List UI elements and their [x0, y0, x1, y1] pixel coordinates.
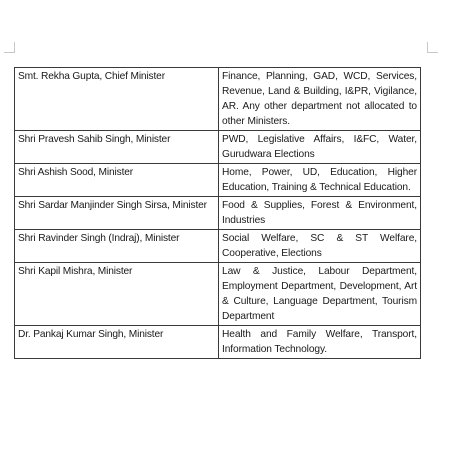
portfolio-cell: Finance, Planning, GAD, WCD, Services, Revenue, Land & Building, I&PR, Vigilance, AR. Any other department not allocated to other Ministers.	[219, 68, 421, 131]
portfolio-cell: Health and Family Welfare, Transport, Information Technology.	[219, 326, 421, 359]
portfolio-cell: Food & Supplies, Forest & Environment, Industries	[219, 197, 421, 230]
minister-name-cell: Shri Ravinder Singh (Indraj), Minister	[15, 230, 219, 263]
portfolio-cell: Law & Justice, Labour Department, Employment Department, Development, Art & Culture, Language Department, Tourism Department	[219, 263, 421, 326]
margin-corner-mark-left	[4, 42, 15, 53]
table-row	[15, 263, 421, 326]
ministers-portfolio-table	[14, 67, 421, 359]
minister-name-cell: Dr. Pankaj Kumar Singh, Minister	[15, 326, 219, 359]
minister-name-cell: Shri Sardar Manjinder Singh Sirsa, Minister	[15, 197, 219, 230]
portfolio-cell: Home, Power, UD, Education, Higher Education, Training & Technical Education.	[219, 164, 421, 197]
table-row	[15, 197, 421, 230]
portfolio-cell: Social Welfare, SC & ST Welfare, Cooperative, Elections	[219, 230, 421, 263]
minister-name-cell: Shri Kapil Mishra, Minister	[15, 263, 219, 326]
margin-corner-mark-right	[427, 42, 438, 53]
table-row	[15, 68, 421, 131]
minister-name-cell: Smt. Rekha Gupta, Chief Minister	[15, 68, 219, 131]
minister-name-cell: Shri Ashish Sood, Minister	[15, 164, 219, 197]
table-row	[15, 326, 421, 359]
table-row	[15, 230, 421, 263]
table-row	[15, 164, 421, 197]
minister-name-cell: Shri Pravesh Sahib Singh, Minister	[15, 131, 219, 164]
portfolio-cell: PWD, Legislative Affairs, I&FC, Water, Gurudwara Elections	[219, 131, 421, 164]
table-row	[15, 131, 421, 164]
